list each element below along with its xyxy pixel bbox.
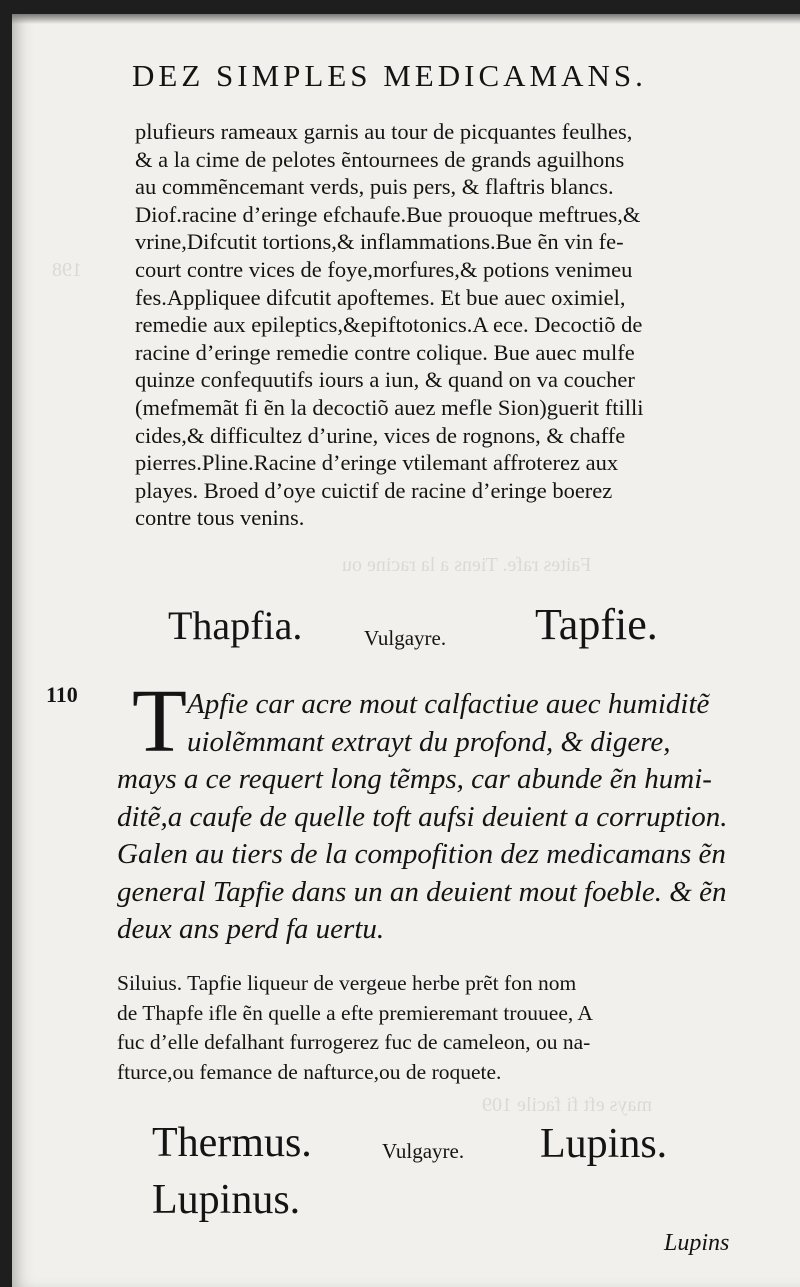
text-line: racine d’eringe remedie contre colique. Bue auec mulfe <box>135 339 635 365</box>
drop-cap: T <box>132 672 187 771</box>
text-line: (mefmemãt fi ẽn la decoctiõ auez mefle Sion)guerit ftilli <box>135 394 644 420</box>
text-line: ditẽ,a caufe de quelle toft aufsi deuient a corruption. <box>117 800 728 833</box>
catchword: Lupins <box>664 1230 730 1256</box>
text-line: Apfie car acre mout calfactiue auec humiditẽ <box>187 688 710 720</box>
text-line: fturce,ou femance de nafturce,ou de roquete. <box>117 1059 502 1084</box>
text-line: uiolẽmmant extrayt du profond, & digere, <box>187 725 671 758</box>
paragraph-eringe <box>135 118 644 532</box>
text-line: mays a ce requert long tẽmps, car abunde ẽn humi- <box>117 763 712 795</box>
french-heading-tapsie: Tapfie. <box>535 600 658 649</box>
latin-heading-thapsia: Thapfia. <box>168 603 303 648</box>
text-line: vrine,Difcutit tortions,& inflammations.Bue ẽn vin fe- <box>135 229 624 255</box>
vulgayre-label: Vulgayre. <box>364 626 447 650</box>
text-line: deux ans perd fa uertu. <box>117 913 385 945</box>
text-line: remedie aux epileptics,&epiftotonics.A ece. Decoctiõ de <box>135 312 643 338</box>
text-line: contre tous venins. <box>135 505 305 531</box>
margin-page-number: 110 <box>46 682 78 707</box>
text-line: pierres.Pline.Racine d’eringe vtilemant affroterez aux <box>135 450 619 476</box>
vulgayre-label: Vulgayre. <box>382 1139 465 1163</box>
book-page <box>12 14 800 1287</box>
text-line: Siluius. Tapfie liqueur de vergeue herbe prẽt fon nom <box>117 971 577 995</box>
text-line: general Tapfie dans un an deuient mout foeble. & ẽn <box>117 875 727 908</box>
text-line: & a la cime de pelotes ẽntournees de grands aguilhons <box>135 146 625 172</box>
running-head: DEZ SIMPLES MEDICAMANS. <box>132 58 647 93</box>
text-line: de Thapfe ifle ẽn quelle a efte premieremant trouuee, A <box>117 1000 593 1025</box>
paragraph-siluius <box>117 969 593 1087</box>
text-line: Galen au tiers de la compofition dez medicamans ẽn <box>117 838 726 870</box>
text-line: playes. Broed d’oye cuictif de racine d’eringe boerez <box>135 477 613 503</box>
bleed-through-text: Faites rafe. Tiens a la racine ou <box>342 554 592 576</box>
italic-paragraph <box>117 761 728 949</box>
bleed-through-mark: 198 <box>52 259 82 281</box>
latin-heading-lupinus: Lupinus. <box>152 1177 301 1223</box>
text-line: au commẽncemant verds, puis pers, & flaftris blancs. <box>135 174 614 200</box>
text-line: quinze confequutifs iours a iun, & quand on va coucher <box>135 367 635 393</box>
text-line: Diof.racine d’eringe efchaufe.Bue prouoque meftrues,& <box>135 201 641 227</box>
text-line: fuc d’elle defalhant furrogerez fuc de cameleon, ou na- <box>117 1030 591 1054</box>
text-line: cides,& difficultez d’urine, vices de rognons, & chaffe <box>135 422 626 448</box>
latin-heading-thermus: Thermus. <box>152 1120 312 1166</box>
page-top-shadow <box>12 14 800 24</box>
text-line: fes.Appliquee difcutit apoftemes. Et bue auec oximiel, <box>135 284 626 310</box>
text-line: plufieurs rameaux garnis au tour de picquantes feulhes, <box>135 119 633 144</box>
italic-paragraph-indented <box>187 686 709 761</box>
french-heading-lupins: Lupins. <box>540 1121 668 1167</box>
text-line: court contre vices de foye,morfures,& potions venimeu <box>135 256 633 282</box>
bleed-through-text: mays eft fi facile 109 <box>482 1094 652 1116</box>
